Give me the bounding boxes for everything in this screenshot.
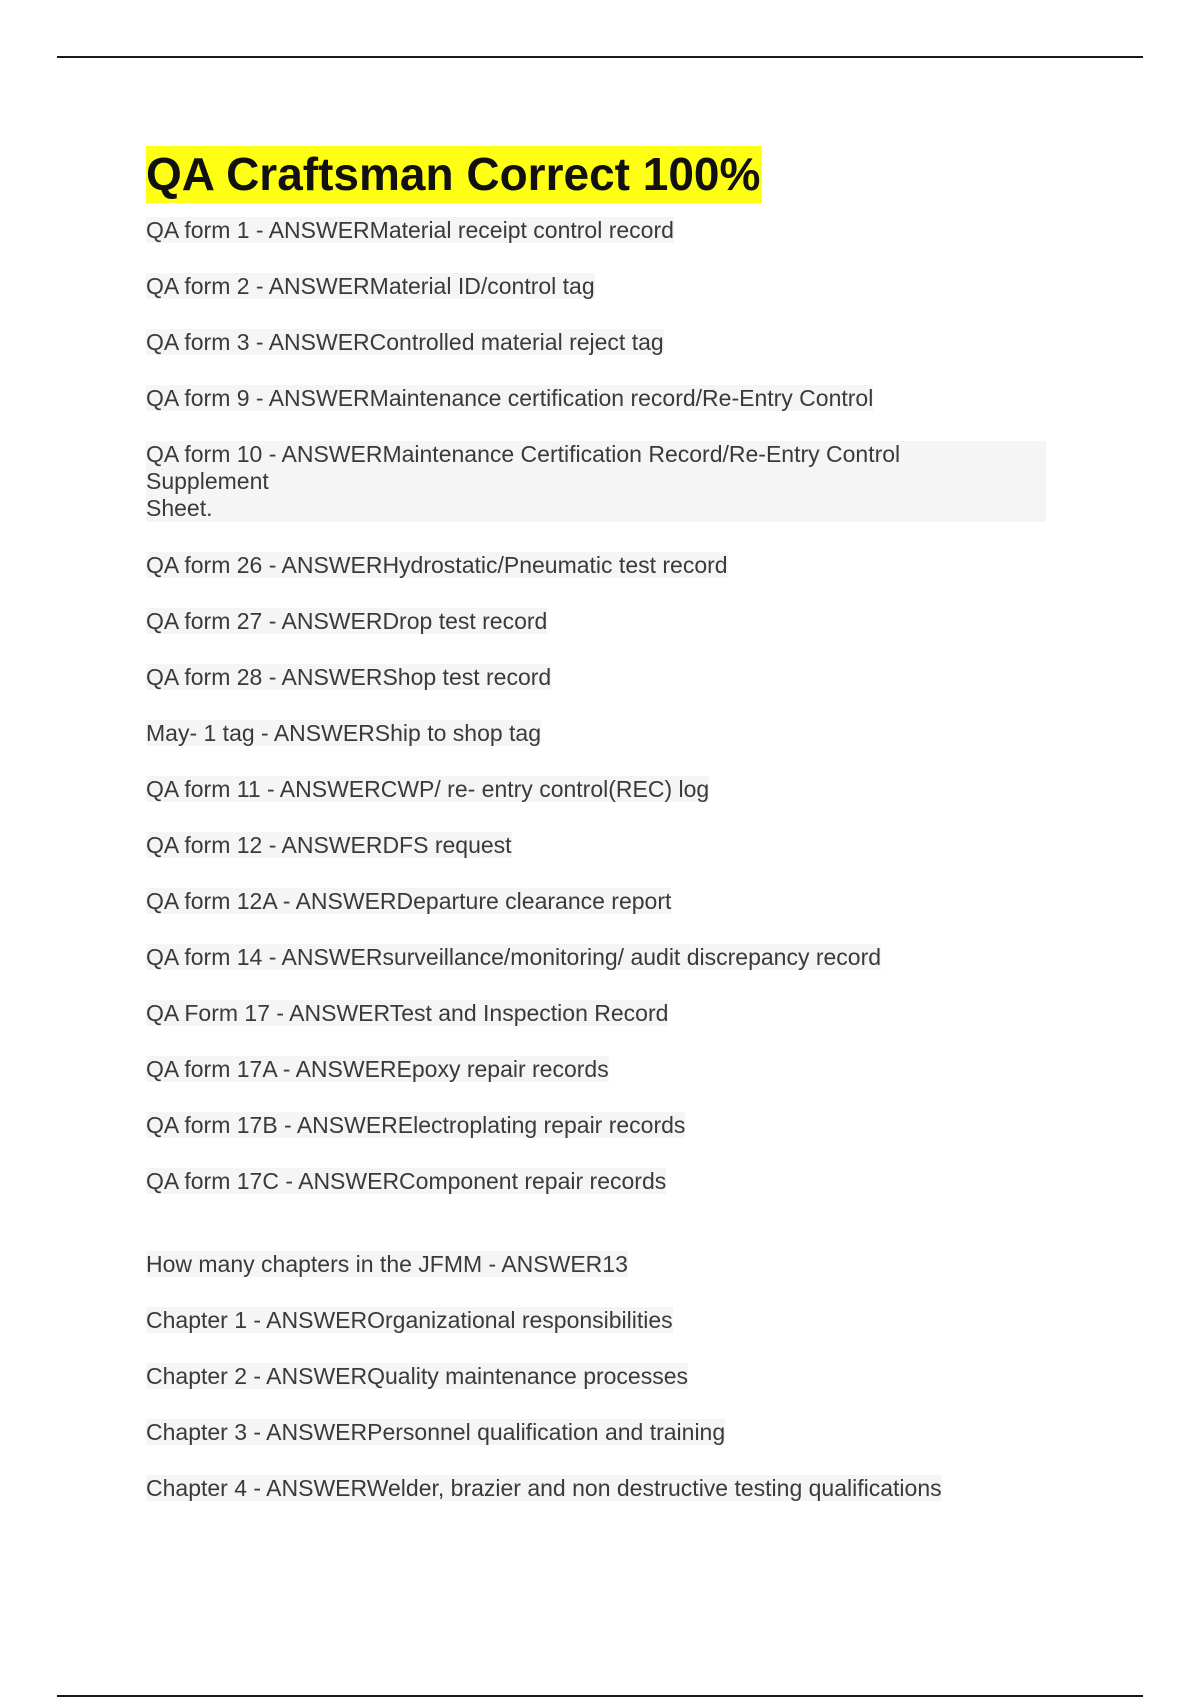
list-item-text: QA Form 17 - ANSWERTest and Inspection Record — [146, 1000, 669, 1026]
list-item — [146, 1363, 1046, 1390]
list-item — [146, 1000, 1046, 1027]
list-item-text: QA form 28 - ANSWERShop test record — [146, 664, 552, 690]
list-item-line: QA form 10 - ANSWERMaintenance Certification Record/Re-Entry Control — [146, 441, 1046, 468]
page-title: QA Craftsman Correct 100% — [146, 146, 762, 203]
list-item-text: May- 1 tag - ANSWERShip to shop tag — [146, 720, 542, 746]
list-item-line: Supplement — [146, 468, 1046, 495]
list-item — [146, 217, 1046, 244]
list-item-text: Chapter 3 - ANSWERPersonnel qualification and training — [146, 1419, 726, 1445]
list-item-text: Chapter 2 - ANSWERQuality maintenance processes — [146, 1363, 689, 1389]
top-rule — [57, 56, 1143, 58]
list-item-text: QA form 2 - ANSWERMaterial ID/control tag — [146, 273, 595, 299]
list-item — [146, 888, 1046, 915]
list-item-text: QA form 17B - ANSWERElectroplating repair records — [146, 1112, 686, 1138]
list-item-multiline — [146, 441, 1046, 522]
list-item — [146, 552, 1046, 579]
list-item-text: QA form 11 - ANSWERCWP/ re- entry control(REC) log — [146, 776, 710, 802]
list-item — [146, 1112, 1046, 1139]
list-item-line: Sheet. — [146, 495, 1046, 522]
list-item-text: QA form 14 - ANSWERsurveillance/monitoring/ audit discrepancy record — [146, 944, 882, 970]
list-item-text: QA form 12A - ANSWERDeparture clearance report — [146, 888, 672, 914]
list-item — [146, 273, 1046, 300]
list-item-text: QA form 3 - ANSWERControlled material reject tag — [146, 329, 664, 355]
list-item — [146, 1475, 1046, 1502]
list-item-text: QA form 26 - ANSWERHydrostatic/Pneumatic test record — [146, 552, 728, 578]
list-item — [146, 385, 1046, 412]
list-item — [146, 720, 1046, 747]
bottom-rule — [57, 1695, 1143, 1697]
list-item — [146, 1056, 1046, 1083]
list-item-text: QA form 1 - ANSWERMaterial receipt control record — [146, 217, 674, 243]
list-item-text: How many chapters in the JFMM - ANSWER13 — [146, 1251, 628, 1277]
list-item — [146, 664, 1046, 691]
list-item-text: QA form 17C - ANSWERComponent repair records — [146, 1168, 667, 1194]
list-item — [146, 1251, 1046, 1278]
list-item — [146, 832, 1046, 859]
document-body — [146, 146, 1046, 1531]
list-item — [146, 329, 1046, 356]
list-item — [146, 944, 1046, 971]
list-item-text: Chapter 1 - ANSWEROrganizational responsibilities — [146, 1307, 673, 1333]
list-item-text: QA form 27 - ANSWERDrop test record — [146, 608, 548, 634]
list-item-text: QA form 12 - ANSWERDFS request — [146, 832, 512, 858]
qa-list-forms — [146, 217, 1046, 1195]
list-item — [146, 1419, 1046, 1446]
list-item-text: QA form 17A - ANSWEREpoxy repair records — [146, 1056, 609, 1082]
list-item — [146, 608, 1046, 635]
list-item — [146, 1307, 1046, 1334]
list-item-text: QA form 9 - ANSWERMaintenance certification record/Re-Entry Control — [146, 385, 874, 411]
list-item — [146, 776, 1046, 803]
list-item — [146, 1168, 1046, 1195]
qa-list-chapters — [146, 1251, 1046, 1502]
list-item-text: Chapter 4 - ANSWERWelder, brazier and non destructive testing qualifications — [146, 1475, 942, 1501]
